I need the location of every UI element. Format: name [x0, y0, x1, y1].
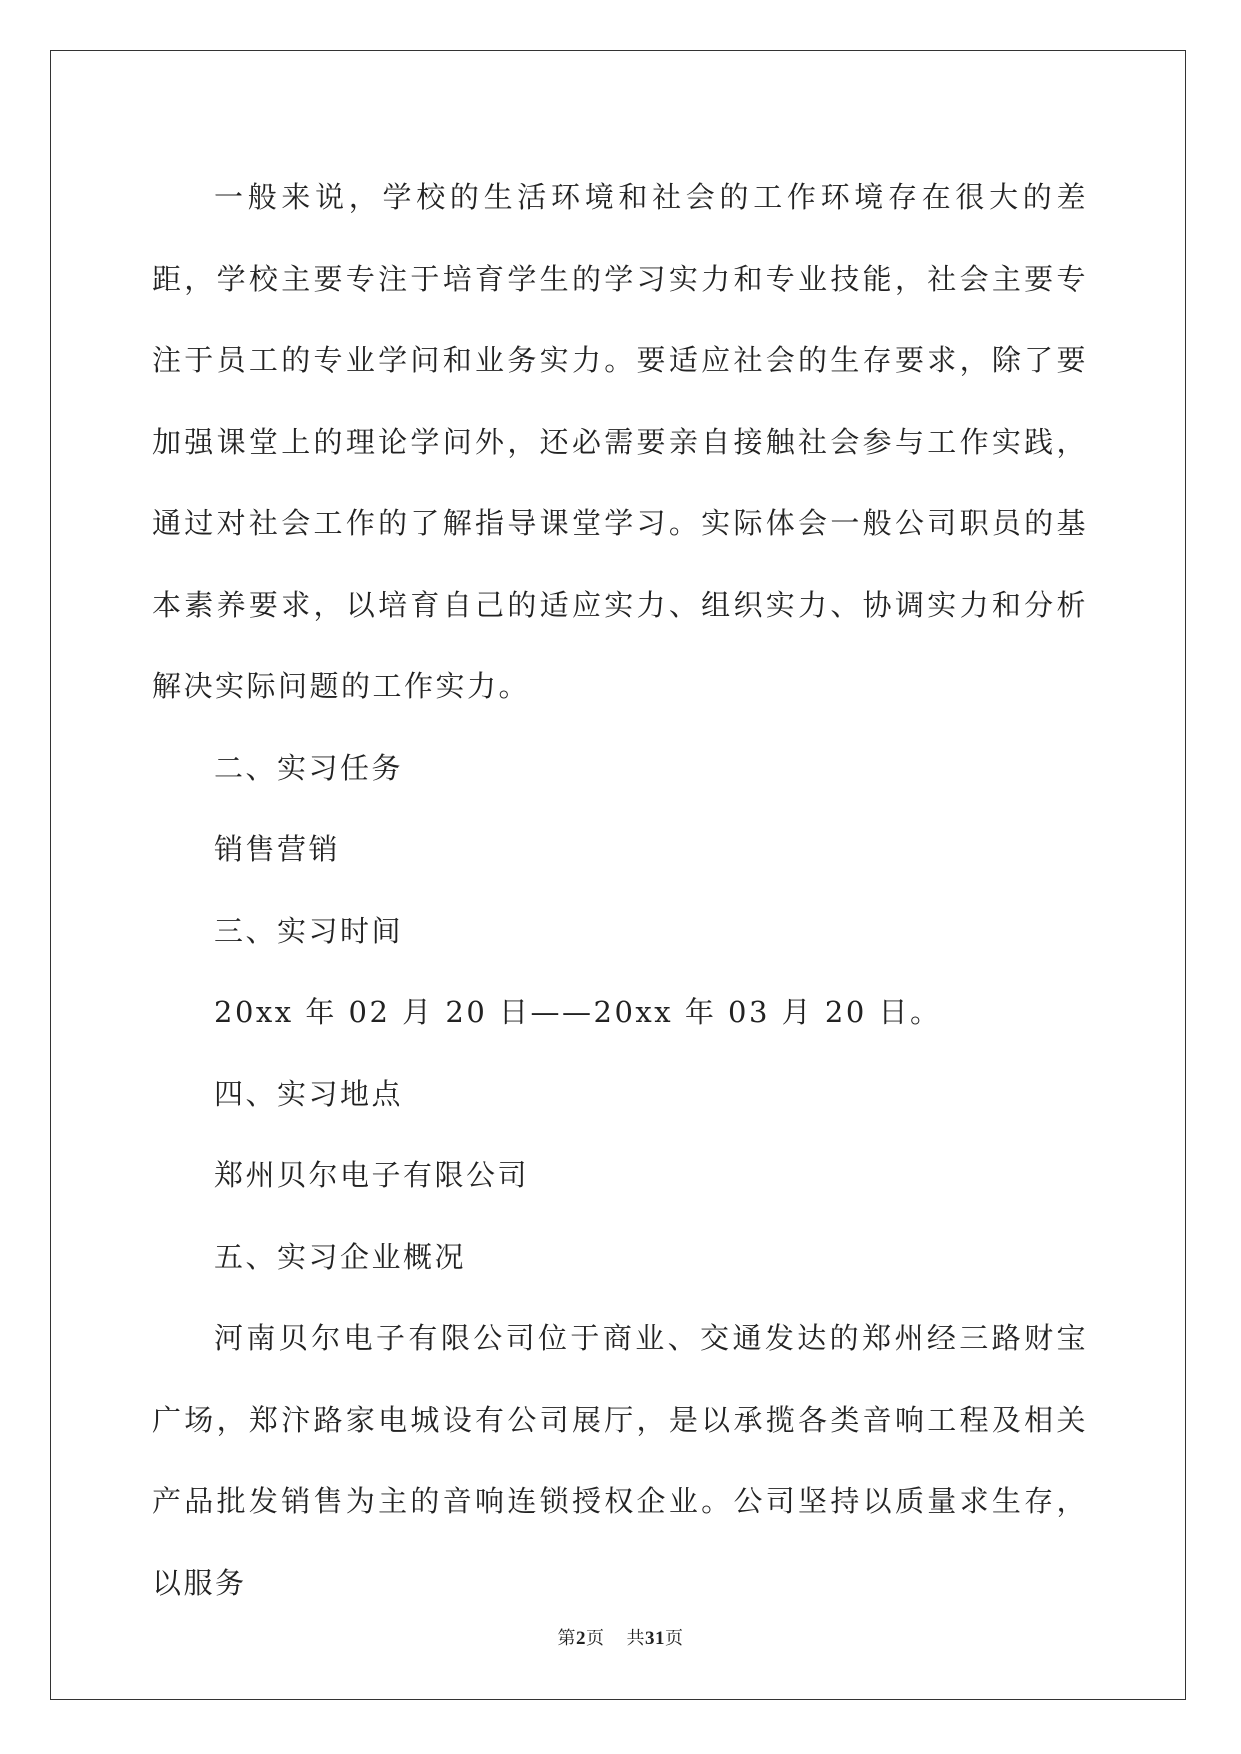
total-pages: 31 [645, 1628, 665, 1649]
heading-company-overview: 五、实习企业概况 [214, 1239, 467, 1274]
paragraph-company-overview: 河南贝尔电子有限公司位于商业、交通发达的郑州经三路财宝广场，郑汴路家电城设有公司展厅，是以承揽各类音响工程及相关产品批发销售为主的音响连锁授权企业。公司坚持以质量求生存，以服务 [152, 1321, 1088, 1600]
document-body [152, 157, 1088, 1624]
heading-internship-time: 三、实习时间 [214, 913, 404, 948]
page-footer [0, 1624, 1241, 1650]
paragraph-task: 销售营销 [214, 832, 341, 866]
paragraph-intro: 一般来说，学校的生活环境和社会的工作环境存在很大的差距，学校主要专注于培育学生的学习实力和专业技能，社会主要专注于员工的专业学问和业务实力。要适应社会的生存要求，除了要加强课堂上的理论学问外，还必需要亲自接触社会参与工作实践，通过对社会工作的了解指导课堂学习。实际体会一般公司职员的基本素养要求，以培育自己的适应实力、组织实力、协调实力和分析解决实际问题的工作实力。 [152, 180, 1088, 703]
page-suffix: 页 [586, 1628, 605, 1649]
page-number: 2 [576, 1628, 586, 1649]
total-suffix: 页 [665, 1628, 684, 1649]
heading-internship-task: 二、实习任务 [214, 750, 404, 785]
paragraph-location: 郑州贝尔电子有限公司 [214, 1158, 530, 1192]
paragraph-time: 20xx 年 02 月 20 日——20xx 年 03 月 20 日。 [214, 995, 942, 1029]
total-prefix: 共 [626, 1628, 645, 1649]
page-prefix: 第 [557, 1628, 576, 1649]
heading-internship-location: 四、实习地点 [214, 1076, 404, 1111]
